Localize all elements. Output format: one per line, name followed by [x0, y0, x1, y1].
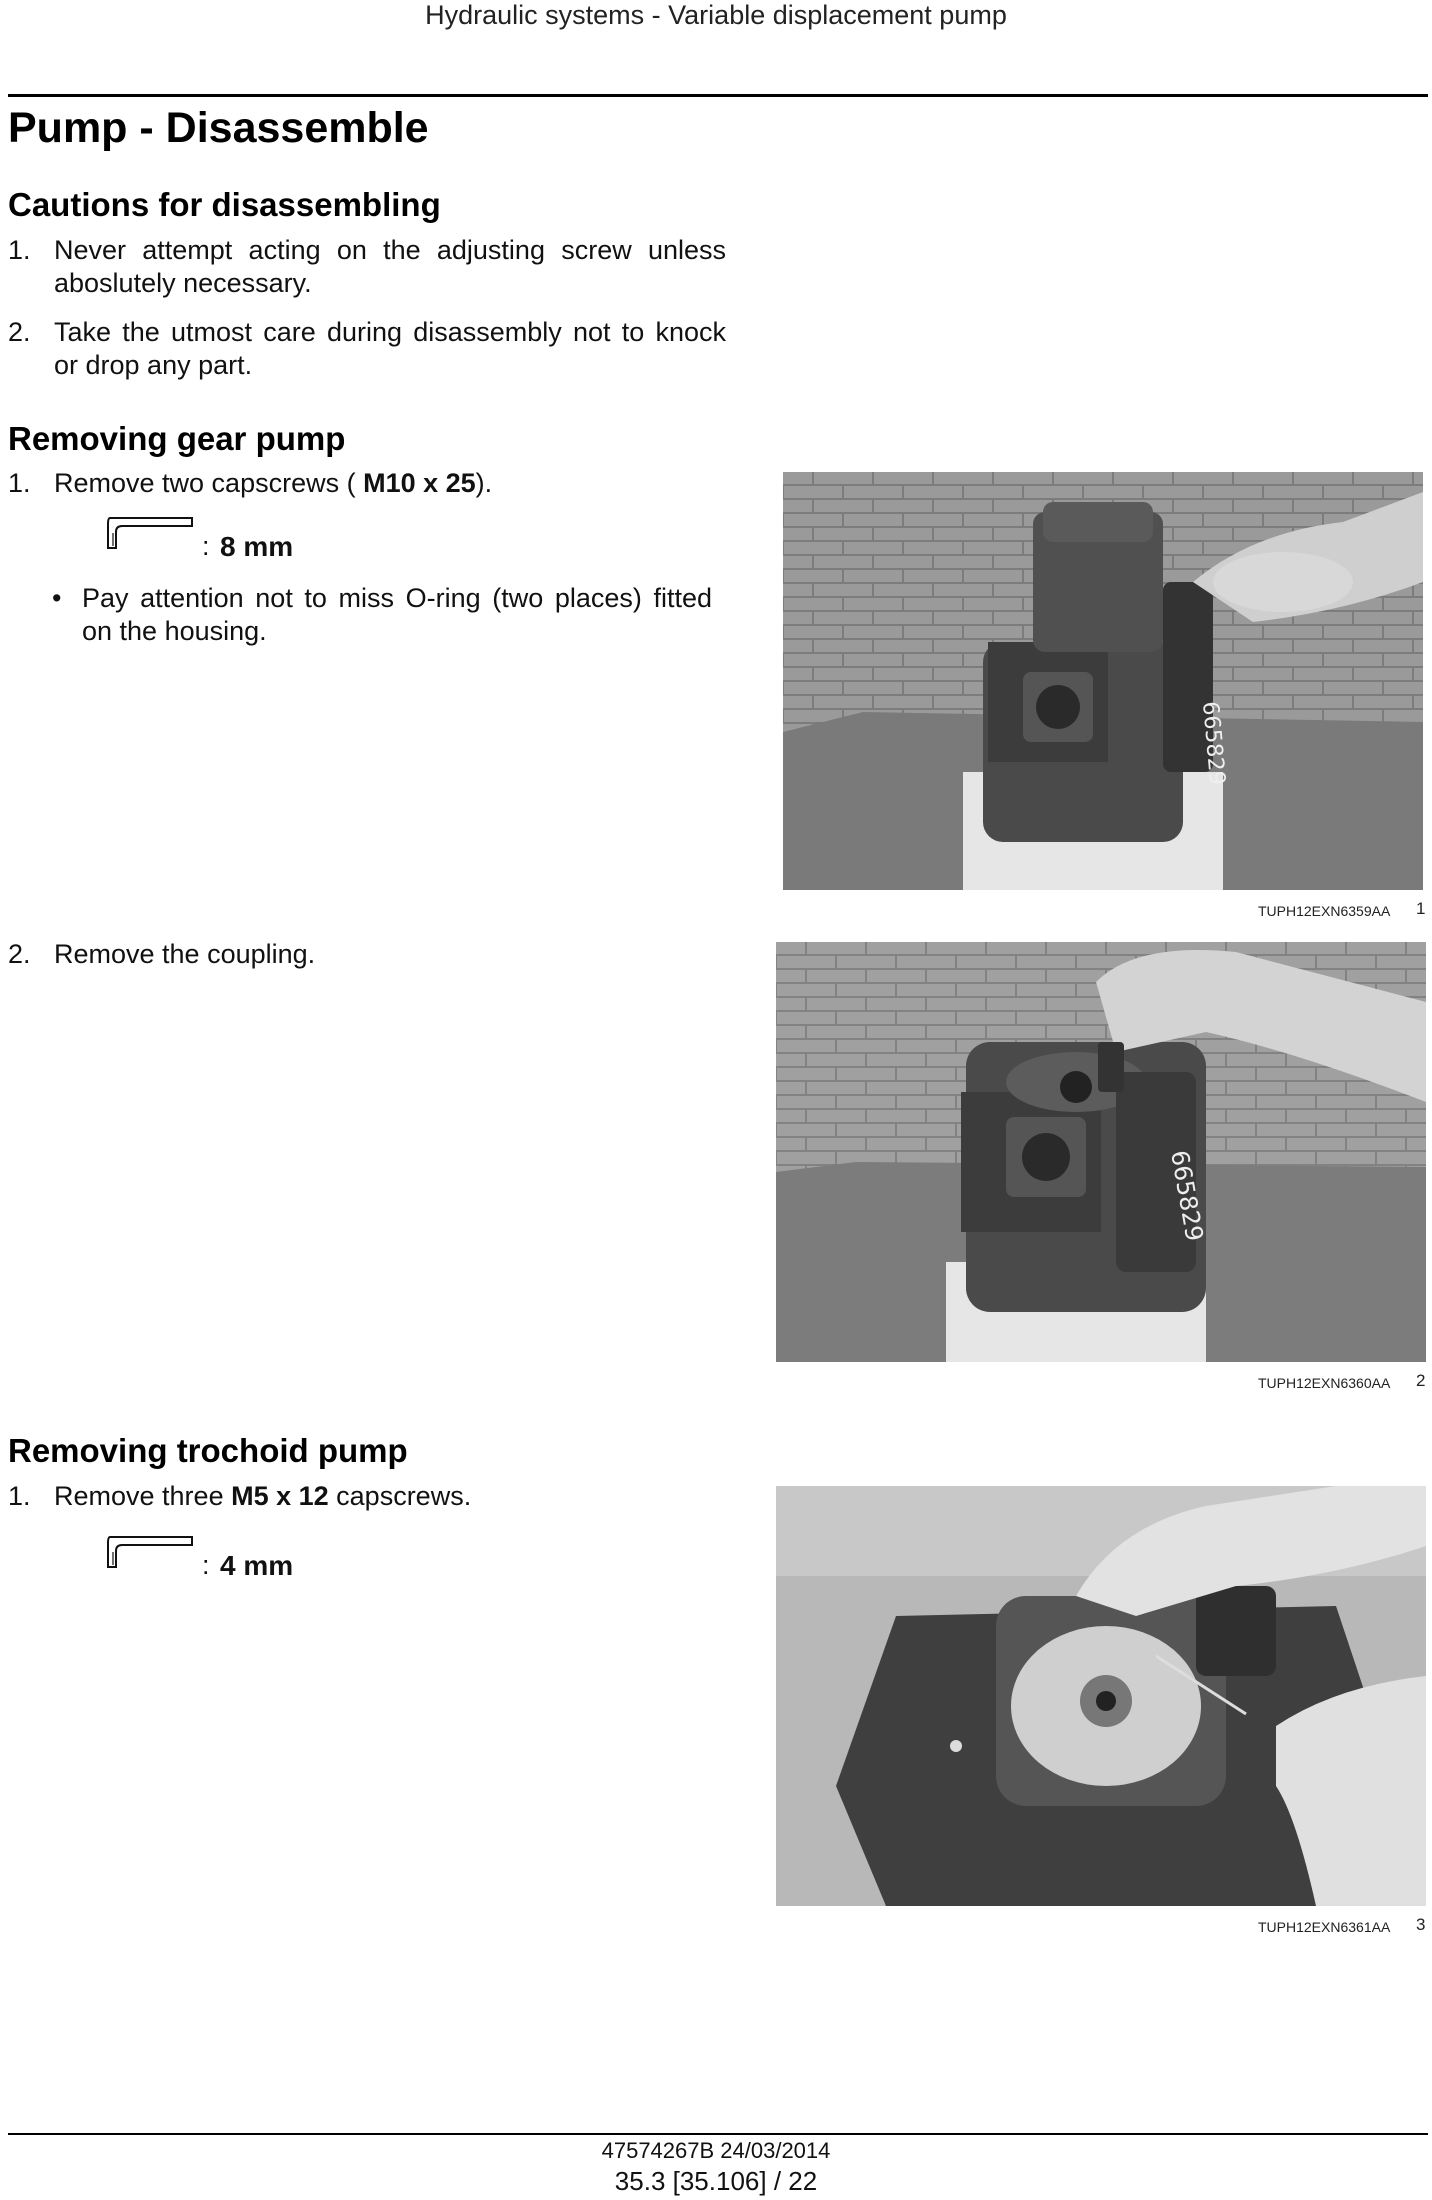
figure-3-photo	[776, 1486, 1426, 1906]
footer-doc-id: 47574267B 24/03/2014	[601, 2138, 831, 2163]
footer-page-ref: 35.3 [35.106] / 22	[614, 2166, 818, 2196]
figure-1-photo	[783, 472, 1423, 890]
figure-1-code: TUPH12EXN6359AA	[1258, 903, 1391, 919]
tool-spec-4mm	[104, 1532, 364, 1592]
step-number: 2.	[8, 317, 31, 347]
gear-pump-step-2	[8, 938, 728, 974]
figure-2-number: 2	[1416, 1371, 1426, 1390]
gear-pump-heading: Removing gear pump	[8, 420, 346, 457]
gear-pump-step-1	[8, 467, 728, 503]
step-text-before: Remove three	[54, 1481, 232, 1511]
step-text: Never attempt acting on the adjusting screw unless aboslutely necessary.	[54, 235, 726, 298]
caution-step-2	[8, 316, 728, 386]
trochoid-pump-heading: Removing trochoid pump	[8, 1432, 408, 1469]
header-rule	[8, 94, 1428, 97]
step-text-after: ).	[475, 468, 493, 498]
step-text-before: Remove two capscrews (	[54, 468, 364, 498]
figure-2-code: TUPH12EXN6360AA	[1258, 1375, 1391, 1391]
running-header: Hydraulic systems - Variable displacement pump	[425, 0, 1007, 30]
figure-1-number: 1	[1416, 899, 1426, 918]
step-text	[54, 1480, 726, 1513]
figure-2-marking: 665829	[1165, 1148, 1209, 1244]
footer-rule	[8, 2133, 1428, 2135]
o-ring-note	[52, 582, 722, 652]
tool-colon: :	[202, 531, 210, 561]
capscrew-size: M5 x 12	[231, 1481, 329, 1511]
tool-spec-8mm	[104, 513, 364, 573]
step-number: 1.	[8, 468, 31, 498]
caution-step-1	[8, 234, 728, 304]
hex-key-icon	[104, 1532, 196, 1572]
bullet-dot: •	[52, 583, 62, 613]
step-number: 1.	[8, 1481, 31, 1511]
figure-1-marking: 665829	[1197, 700, 1230, 787]
figure-2-photo	[776, 942, 1426, 1362]
figure-3-number: 3	[1416, 1915, 1426, 1934]
step-text: Remove the coupling.	[54, 939, 316, 969]
page-title: Pump - Disassemble	[8, 104, 429, 152]
bullet-text: Pay attention not to miss O-ring (two places) fitted on the housing.	[82, 583, 712, 646]
step-number: 2.	[8, 939, 31, 969]
hex-key-icon	[104, 513, 196, 553]
tool-size: 4 mm	[220, 1550, 294, 1581]
step-number: 1.	[8, 235, 31, 265]
step-text: Take the utmost care during disassembly not to knock or drop any part.	[54, 317, 726, 380]
figure-3-code: TUPH12EXN6361AA	[1258, 1919, 1391, 1935]
capscrew-size: M10 x 25	[363, 468, 476, 498]
trochoid-pump-step-1	[8, 1480, 728, 1516]
cautions-heading: Cautions for disassembling	[8, 186, 441, 223]
step-text	[54, 467, 726, 500]
tool-colon: :	[202, 1550, 210, 1580]
tool-size: 8 mm	[220, 531, 294, 562]
step-text-after: capscrews.	[328, 1481, 472, 1511]
